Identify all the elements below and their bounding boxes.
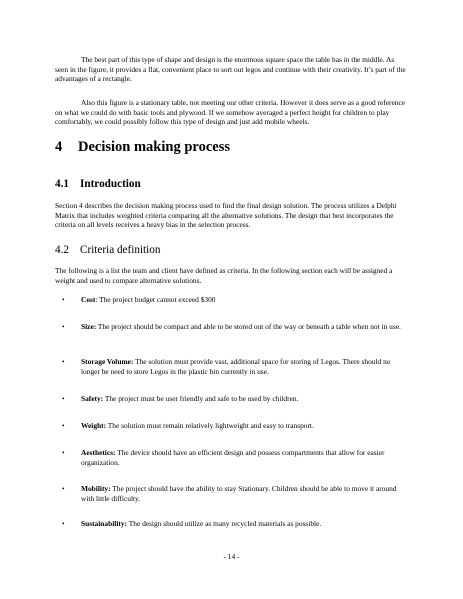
- page-number: - 14 -: [223, 552, 240, 561]
- criteria-description: The solution must provide vast, additional space for storing of Legos. There should no longer be need to store Legos in the plastic bin currently in use.: [81, 357, 391, 376]
- criteria-description: The project should have the ability to stay Stationary. Children should be able to move it around with little difficulty.: [81, 484, 397, 503]
- list-item: [62, 322, 410, 332]
- list-item: [62, 484, 410, 503]
- bullet-symbol: •: [62, 519, 65, 528]
- list-item: [62, 394, 410, 404]
- bullet-symbol: •: [62, 484, 65, 493]
- criteria-description: The project should be compact and able to be stored out of the way or beneath a table when not in use.: [96, 322, 401, 331]
- list-item: [62, 295, 410, 305]
- criteria-term: Safety:: [81, 394, 104, 403]
- section-heading: [55, 139, 230, 156]
- subsection-number: 4.2: [55, 244, 69, 256]
- list-item: [62, 421, 410, 431]
- criteria-term: Cost: [81, 295, 96, 304]
- criteria-description: The project budget cannot exceed $300: [97, 295, 216, 304]
- criteria-description: The device should have an efficient design and possess compartments that allow for easier organization.: [81, 448, 385, 467]
- bullet-symbol: •: [62, 421, 65, 430]
- criteria-term-colon: :: [95, 295, 98, 304]
- bullet-symbol: •: [62, 448, 65, 457]
- subsection-title: Introduction: [80, 178, 141, 190]
- bullet-symbol: •: [62, 357, 65, 366]
- paragraph-square-space: The best part of this type of shape and design is the enormous square space the table has in the middle. As seen in the figure, it provides a flat, convenient place to sort out legos and continue with their creativity. It’s part of the advantages of a rectangle.: [55, 55, 406, 84]
- subsection-title: Criteria definition: [80, 244, 161, 256]
- criteria-body: The following is a list the team and client have defined as criteria. In the following section each will be assigned a weight and used to compare alternative solutions.: [55, 266, 393, 285]
- subsection-heading-introduction: [55, 178, 141, 190]
- introduction-body: Section 4 describes the decision making process used to find the final design solution. The process utilizes a Delphi Matrix that includes weighted criteria comparing all the alternative solutions. The design that best incorporates the criteria on all levels receives a heavy bias in the selection process.: [55, 201, 397, 230]
- criteria-term: Aesthetics:: [81, 448, 116, 457]
- list-item: [62, 519, 410, 529]
- criteria-term: Weight:: [81, 421, 107, 430]
- bullet-symbol: •: [62, 295, 65, 304]
- criteria-term: Sustainability:: [81, 519, 128, 528]
- criteria-description: The project must be user friendly and safe to be used by children.: [103, 394, 299, 403]
- criteria-term: Storage Volume:: [81, 357, 134, 366]
- section-title: Decision making process: [78, 139, 230, 155]
- bullet-symbol: •: [62, 394, 65, 403]
- bullet-symbol: •: [62, 322, 65, 331]
- list-item: [62, 357, 410, 376]
- criteria-description: The solution must remain relatively lightweight and easy to transport.: [106, 421, 314, 430]
- criteria-term: Size:: [81, 322, 97, 331]
- criteria-term: Mobility:: [81, 484, 111, 493]
- subsection-heading-criteria: [55, 244, 160, 256]
- section-number: 4: [55, 139, 63, 155]
- list-item: [62, 448, 410, 467]
- criteria-description: The design should utilize as many recycled materials as possible.: [127, 519, 322, 528]
- paragraph-stationary-table: Also this figure is a stationary table, not meeting our other criteria. However it does serve as a good reference on what we could do with basic tools and plywood. If we somehow averaged a perfect height for children to play comfortably, we could possibly follow this type of design and just add mobile wheels.: [55, 98, 406, 127]
- subsection-number: 4.1: [55, 178, 69, 190]
